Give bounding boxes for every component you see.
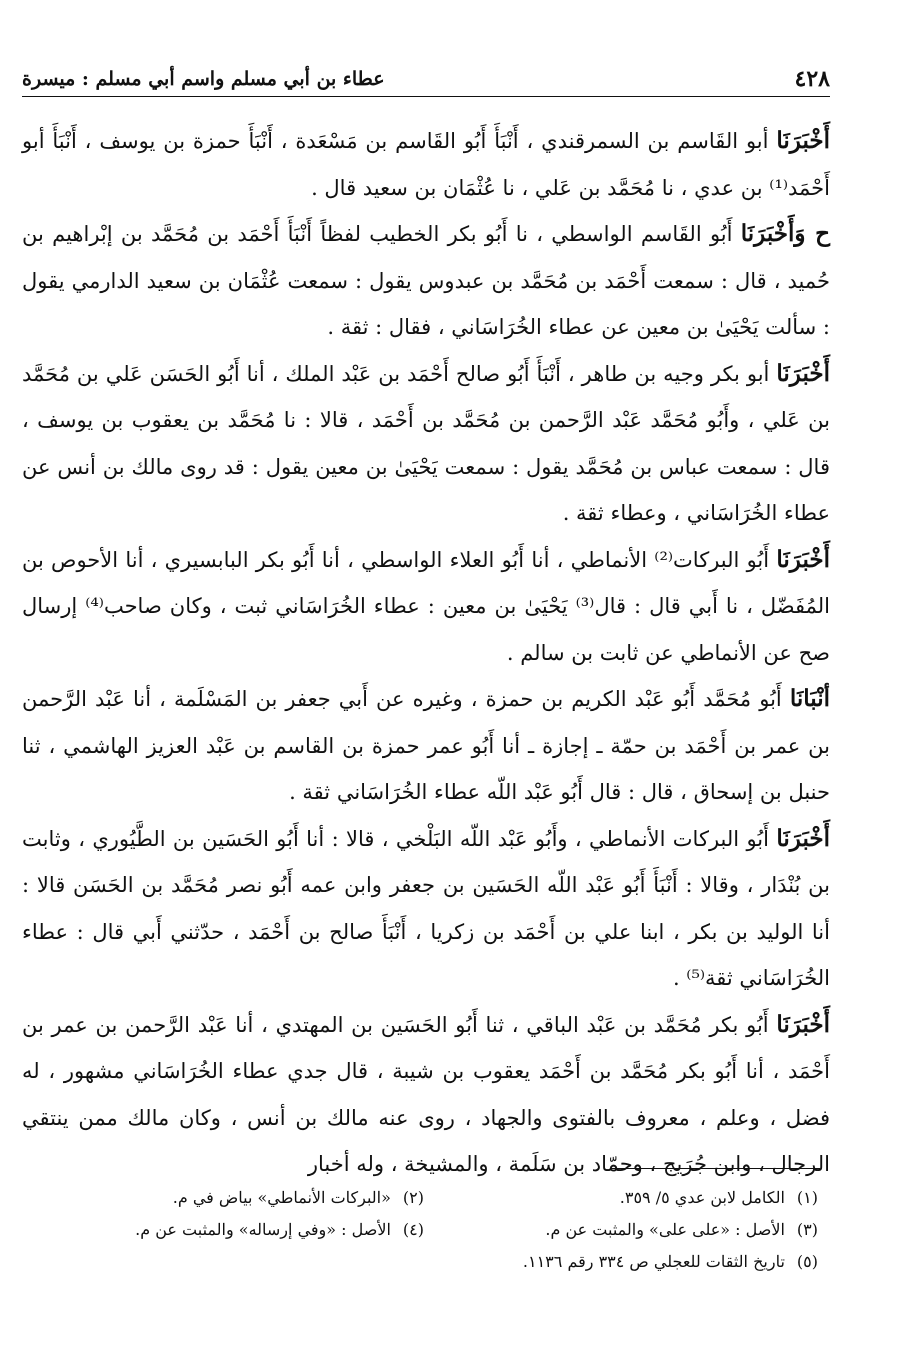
footnote-text: الكامل لابن عدي ٥/ ٣٥٩. [619, 1188, 785, 1207]
page-number: ٤٢٨ [794, 66, 830, 92]
running-title: عطاء بن أبي مسلم واسم أبي مسلم : ميسرة [22, 68, 385, 90]
footnote [620, 1188, 818, 1207]
footnote [545, 1220, 818, 1239]
paragraph-text: أبو بكر وجيه بن طاهر ، أَنْبَأَ أَبُو صالح أَحْمَد بن عَبْد الملك ، أنا أَبُو الحَسَن عَلي بن مُحَمَّد بن عَلي ، وأَبُو مُحَمَّد عَبْد الرَّحمن بن مُحَمَّد بن أَحْمَد ، قالا : نا مُحَمَّد بن يعقوب بن يوسف ، قال : سمعت عباس بن مُحَمَّد يقول : سمعت يَحْيَىٰ بن معين يقول : قد روى مالك بن أنس عن عطاء الخُرَاسَاني ، وعطاء ثقة . [22, 361, 830, 525]
paragraph [22, 118, 830, 211]
paragraph-text: أَبُو القَاسم الواسطي ، نا أَبُو بكر الخطيب لفظاً أَنْبَأَ أَحْمَد بن مُحَمَّد بن إبْراهيم بن حُميد ، قال : سمعت أَحْمَد بن مُحَمَّد بن عبدوس يقول : سمعت عُثْمَان بن سعيد الدارمي يقول : سألت يَحْيَىٰ بن معين عن عطاء الخُرَاسَاني ، فقال : ثقة . [22, 222, 830, 339]
footnote-separator [610, 1168, 820, 1169]
paragraph-lead: ح وَأَخْبَرَنَا [740, 220, 830, 247]
page-header [22, 62, 830, 97]
paragraph-lead: أنْبَانَا [789, 685, 830, 712]
footnote-text: تاريخ الثقات للعجلي ص ٣٣٤ رقم ١١٣٦. [522, 1252, 785, 1271]
paragraph [22, 676, 830, 816]
footnote-text: الأصل : «وفي إرساله» والمثبت عن م. [135, 1220, 391, 1239]
paragraph-lead: أَخْبَرَنَا [776, 127, 830, 154]
footnote-number: (١) [796, 1188, 818, 1207]
paragraph-lead: أَخْبَرَنَا [776, 824, 830, 852]
footnote-number: (٣) [796, 1220, 818, 1239]
paragraph [22, 211, 830, 351]
main-text [22, 118, 830, 1188]
footnote-number: (٢) [402, 1188, 424, 1207]
paragraph [22, 351, 830, 537]
footnote [523, 1252, 818, 1271]
footnote [135, 1220, 424, 1239]
paragraph [22, 816, 830, 1002]
paragraph-text: أَبُو مُحَمَّد أَبُو عَبْد الكريم بن حمزة ، وغيره عن أَبي جعفر بن المَسْلَمة ، أنا عَبْد الرَّحمن بن عمر بن أَحْمَد بن حمّة ـ إجازة ـ أنا أَبُو عمر حمزة بن القاسم بن عَبْد العزيز الهاشمي ، ثنا حنبل بن إسحاق ، قال : قال أَبُو عَبْد اللّه عطاء الخُرَاسَاني ثقة . [22, 687, 830, 804]
paragraph-text: أَبُو البركات الأنماطي ، وأَبُو عَبْد اللّه البَلْخي ، قالا : أنا أَبُو الحَسَين بن الطَّيُوري ، وثابت بن بُنْدَار ، وقالا : أَنْبَأَ أَبُو عَبْد اللّه الحَسَين بن جعفر وابن عمه أَبُو نصر مُحَمَّد بن الحَسَن قالا : أنا الوليد بن بكر ، ابنا علي بن أَحْمَد بن زكريا ، أَنْبَأَ صالح بن أَحْمَد ، حدّثني أَبي قال : عطاء الخُرَاسَاني ثقة⁽⁵⁾ . [22, 826, 830, 990]
paragraph [22, 537, 830, 677]
paragraph-lead: أَخْبَرَنَا [776, 1010, 830, 1038]
paragraph [22, 1002, 830, 1188]
footnote-text: «البركات الأنماطي» بياض في م. [172, 1188, 391, 1207]
footnote [173, 1188, 424, 1207]
paragraph-text: أبو القَاسم بن السمرقندي ، أَنْبَأَ أَبُو القَاسم بن مَسْعَدة ، أَنْبَأَ حمزة بن يوسف ، أَنْبَأَ أبو أَحْمَد⁽¹⁾ بن عدي ، نا مُحَمَّد بن عَلي ، نا عُثْمَان بن سعيد قال . [22, 129, 830, 200]
footnote-text: الأصل : «على على» والمثبت عن م. [545, 1220, 785, 1239]
paragraph-text: أَبُو البركات⁽²⁾ الأنماطي ، أنا أَبُو العلاء الواسطي ، أنا أَبُو بكر البابسيري ، أنا الأحوص بن المُفَضّل ، نا أَبي قال : قال⁽³⁾ يَحْيَىٰ بن معين : عطاء الخُرَاسَاني ثبت ، وكان صاحب⁽⁴⁾ إرسال صح عن الأنماطي عن ثابت بن سالم . [22, 547, 831, 665]
paragraph-lead: أَخْبَرَنَا [776, 545, 830, 573]
footnote-number: (٥) [796, 1252, 818, 1271]
paragraph-text: أَبُو بكر مُحَمَّد بن عَبْد الباقي ، ثنا أَبُو الحَسَين بن المهتدي ، أنا عَبْد الرَّحمن بن عمر بن أَحْمَد ، أنا أَبُو بكر مُحَمَّد بن أَحْمَد يعقوب بن شيبة ، قال جدي عطاء الخُرَاسَاني مشهور ، له فضل ، وعلم ، معروف بالفتوى والجهاد ، روى عنه مالك بن أنس ، وكان مالك ممن ينتقي الرجال ، وابن جُرَيج ، وحمّاد بن سَلَمة ، والمشيخة ، وله أخبار [22, 1012, 830, 1176]
footnote-number: (٤) [402, 1220, 424, 1239]
paragraph-lead: أَخْبَرَنَا [776, 359, 830, 387]
